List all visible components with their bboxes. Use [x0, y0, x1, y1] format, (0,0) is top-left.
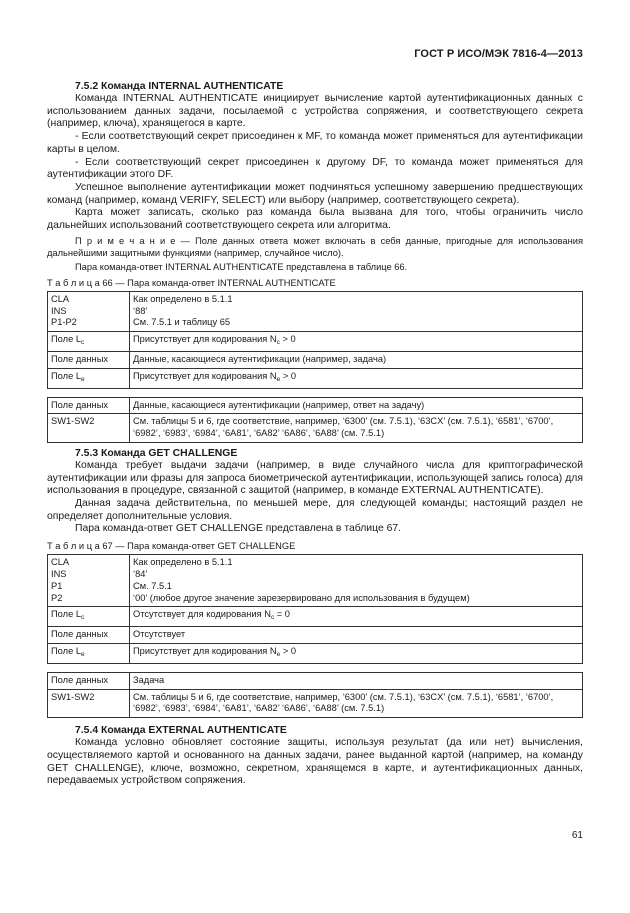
table-caption-text: 66 — Пара команда-ответ INTERNAL AUTHENTICATE	[99, 277, 336, 288]
note-text: — Поле данных ответа может включать в себя данные, пригодные для использования дальнейшими защитными функциями (например, случайное число).	[47, 235, 583, 258]
table-caption-66	[47, 277, 583, 289]
table-cell: Поле $L_e$	[48, 368, 130, 388]
paragraph: - Если соответствующий секрет присоединен к другому DF, то команда может применяться для аутентификации этого DF.	[47, 156, 583, 181]
table-cell: Поле данных	[48, 397, 130, 414]
table-row	[48, 414, 583, 443]
paragraph: Данная задача действительна, по меньшей мере, для следующей команды; настоящий раздел не определяет дополнительные условия.	[47, 498, 583, 522]
table-cell: Поле $L_c$	[48, 607, 130, 627]
section-heading-7-5-2: 7.5.2 Команда INTERNAL AUTHENTICATE	[75, 81, 284, 92]
table-caption-text: 67 — Пара команда-ответ GET CHALLENGE	[99, 541, 296, 552]
table-cell: Данные, касающиеся аутентификации (например, задача)	[130, 351, 583, 368]
table-cell: Поле $L_c$	[48, 332, 130, 352]
paragraph: Команда требует выдачи задачи (например, в виде случайного числа для криптографической аутентификации или фразы для запроса биометрической аутентификации, использующей запись голоса) для использования в процедуре, связанной с защитой (например, в команде EXTERNAL AUTHENTICATE).	[47, 459, 583, 497]
table-row	[48, 351, 583, 368]
table-caption-67	[47, 540, 583, 552]
table-row	[48, 397, 583, 414]
table-66-response	[47, 397, 583, 443]
table-cell: Отсутствует для кодирования $N_c = 0$	[130, 607, 583, 627]
page-number: 61	[571, 830, 583, 841]
table-cell: Поле $L_e$	[48, 643, 130, 663]
table-row	[48, 332, 583, 352]
table-cell: Присутствует для кодирования $N_e > 0$	[130, 643, 583, 663]
table-cell: CLA INS P1-P2	[48, 291, 130, 331]
table-reference: Пара команда-ответ GET CHALLENGE представлена в таблице 67.	[75, 523, 402, 535]
table-row	[48, 291, 583, 331]
paragraph: - Если соответствующий секрет присоединен к MF, то команда может применяться для аутентификации карты в целом.	[47, 131, 583, 155]
table-cell: SW1-SW2	[48, 414, 130, 443]
table-cell: Отсутствует	[130, 627, 583, 644]
table-label: Т а б л и ц а	[47, 541, 100, 552]
table-cell: Как определено в 5.1.1 ‘88’ См. 7.5.1 и таблицу 65	[130, 291, 583, 331]
standard-header: ГОСТ Р ИСО/МЭК 7816-4—2013	[414, 48, 583, 60]
paragraph: Команда INTERNAL AUTHENTICATE инициирует вычисление картой аутентификационных данных с использованием данных задачи, посылаемой с устройства сопряжения, и соответствующего секрета (например, ключа), хранящегося в карте.	[47, 93, 583, 130]
table-row	[48, 689, 583, 718]
table-cell: См. таблицы 5 и 6, где соответствие, например, ‘6300’ (см. 7.5.1), ‘63CX’ (см. 7.5.1), ‘6581’, ‘6700’, ‘6982’, ‘6983’, ‘6984’, ‘6A81’, ‘6A82’ ‘6A86’, ‘6A88’ (см. 7.5.1)	[130, 414, 583, 443]
table-row	[48, 672, 583, 689]
table-row	[48, 555, 583, 607]
table-cell: Как определено в 5.1.1 ‘84’ См. 7.5.1 ‘00’ (любое другое значение зарезервировано для использования в будущем)	[130, 555, 583, 607]
table-reference: Пара команда-ответ INTERNAL AUTHENTICATE представлена в таблице 66.	[75, 261, 408, 272]
table-cell: Поле данных	[48, 351, 130, 368]
table-row	[48, 627, 583, 644]
table-cell: CLA INS P1 P2	[48, 555, 130, 607]
note-label: П р и м е ч а н и е	[75, 235, 176, 246]
table-cell: Присутствует для кодирования $N_e > 0$	[130, 368, 583, 388]
table-row	[48, 607, 583, 627]
table-67-command	[47, 554, 583, 664]
table-cell: Присутствует для кодирования $N_c > 0$	[130, 332, 583, 352]
page-content	[47, 80, 583, 788]
table-cell: Поле данных	[48, 627, 130, 644]
table-cell: SW1-SW2	[48, 689, 130, 718]
note	[47, 235, 583, 259]
table-row	[48, 368, 583, 388]
paragraph: Успешное выполнение аутентификации может подчиняться успешному завершению предшествующих команд (например, команд VERIFY, SELECT) или выбору (например, соответствующего секрета).	[47, 181, 583, 206]
table-cell: Поле данных	[48, 672, 130, 689]
table-label: Т а б л и ц а	[47, 277, 100, 288]
table-cell: Задача	[130, 672, 583, 689]
table-cell: Данные, касающиеся аутентификации (например, ответ на задачу)	[130, 397, 583, 414]
table-cell: См. таблицы 5 и 6, где соответствие, например, ‘6300’ (см. 7.5.1), ‘63CX’ (см. 7.5.1), ‘6581’, ‘6700’, ‘6982’, ‘6983’, ‘6984’, ‘6A81’, ‘6A82’ ‘6A86’, ‘6A88’ (см. 7.5.1)	[130, 689, 583, 718]
table-67-response	[47, 672, 583, 718]
section-heading-7-5-4: 7.5.4 Команда EXTERNAL AUTHENTICATE	[75, 725, 287, 737]
table-66-command	[47, 291, 583, 389]
paragraph: Команда условно обновляет состояние защиты, используя результат (да или нет) вычисления, осуществляемого картой и основанного на данных задачи, ранее выданной картой (например, на команду GET CHALLENGE), ключе, возможно, секретном, хранящемся в карте, и аутентификационных данных, передаваемых устройством сопряжения.	[47, 737, 583, 787]
table-row	[48, 643, 583, 663]
paragraph: Карта может записать, сколько раз команда была вызвана для того, чтобы ограничить число дальнейших использований соответствующего секрета или алгоритма.	[47, 207, 583, 232]
section-heading-7-5-3: 7.5.3 Команда GET CHALLENGE	[75, 447, 238, 459]
